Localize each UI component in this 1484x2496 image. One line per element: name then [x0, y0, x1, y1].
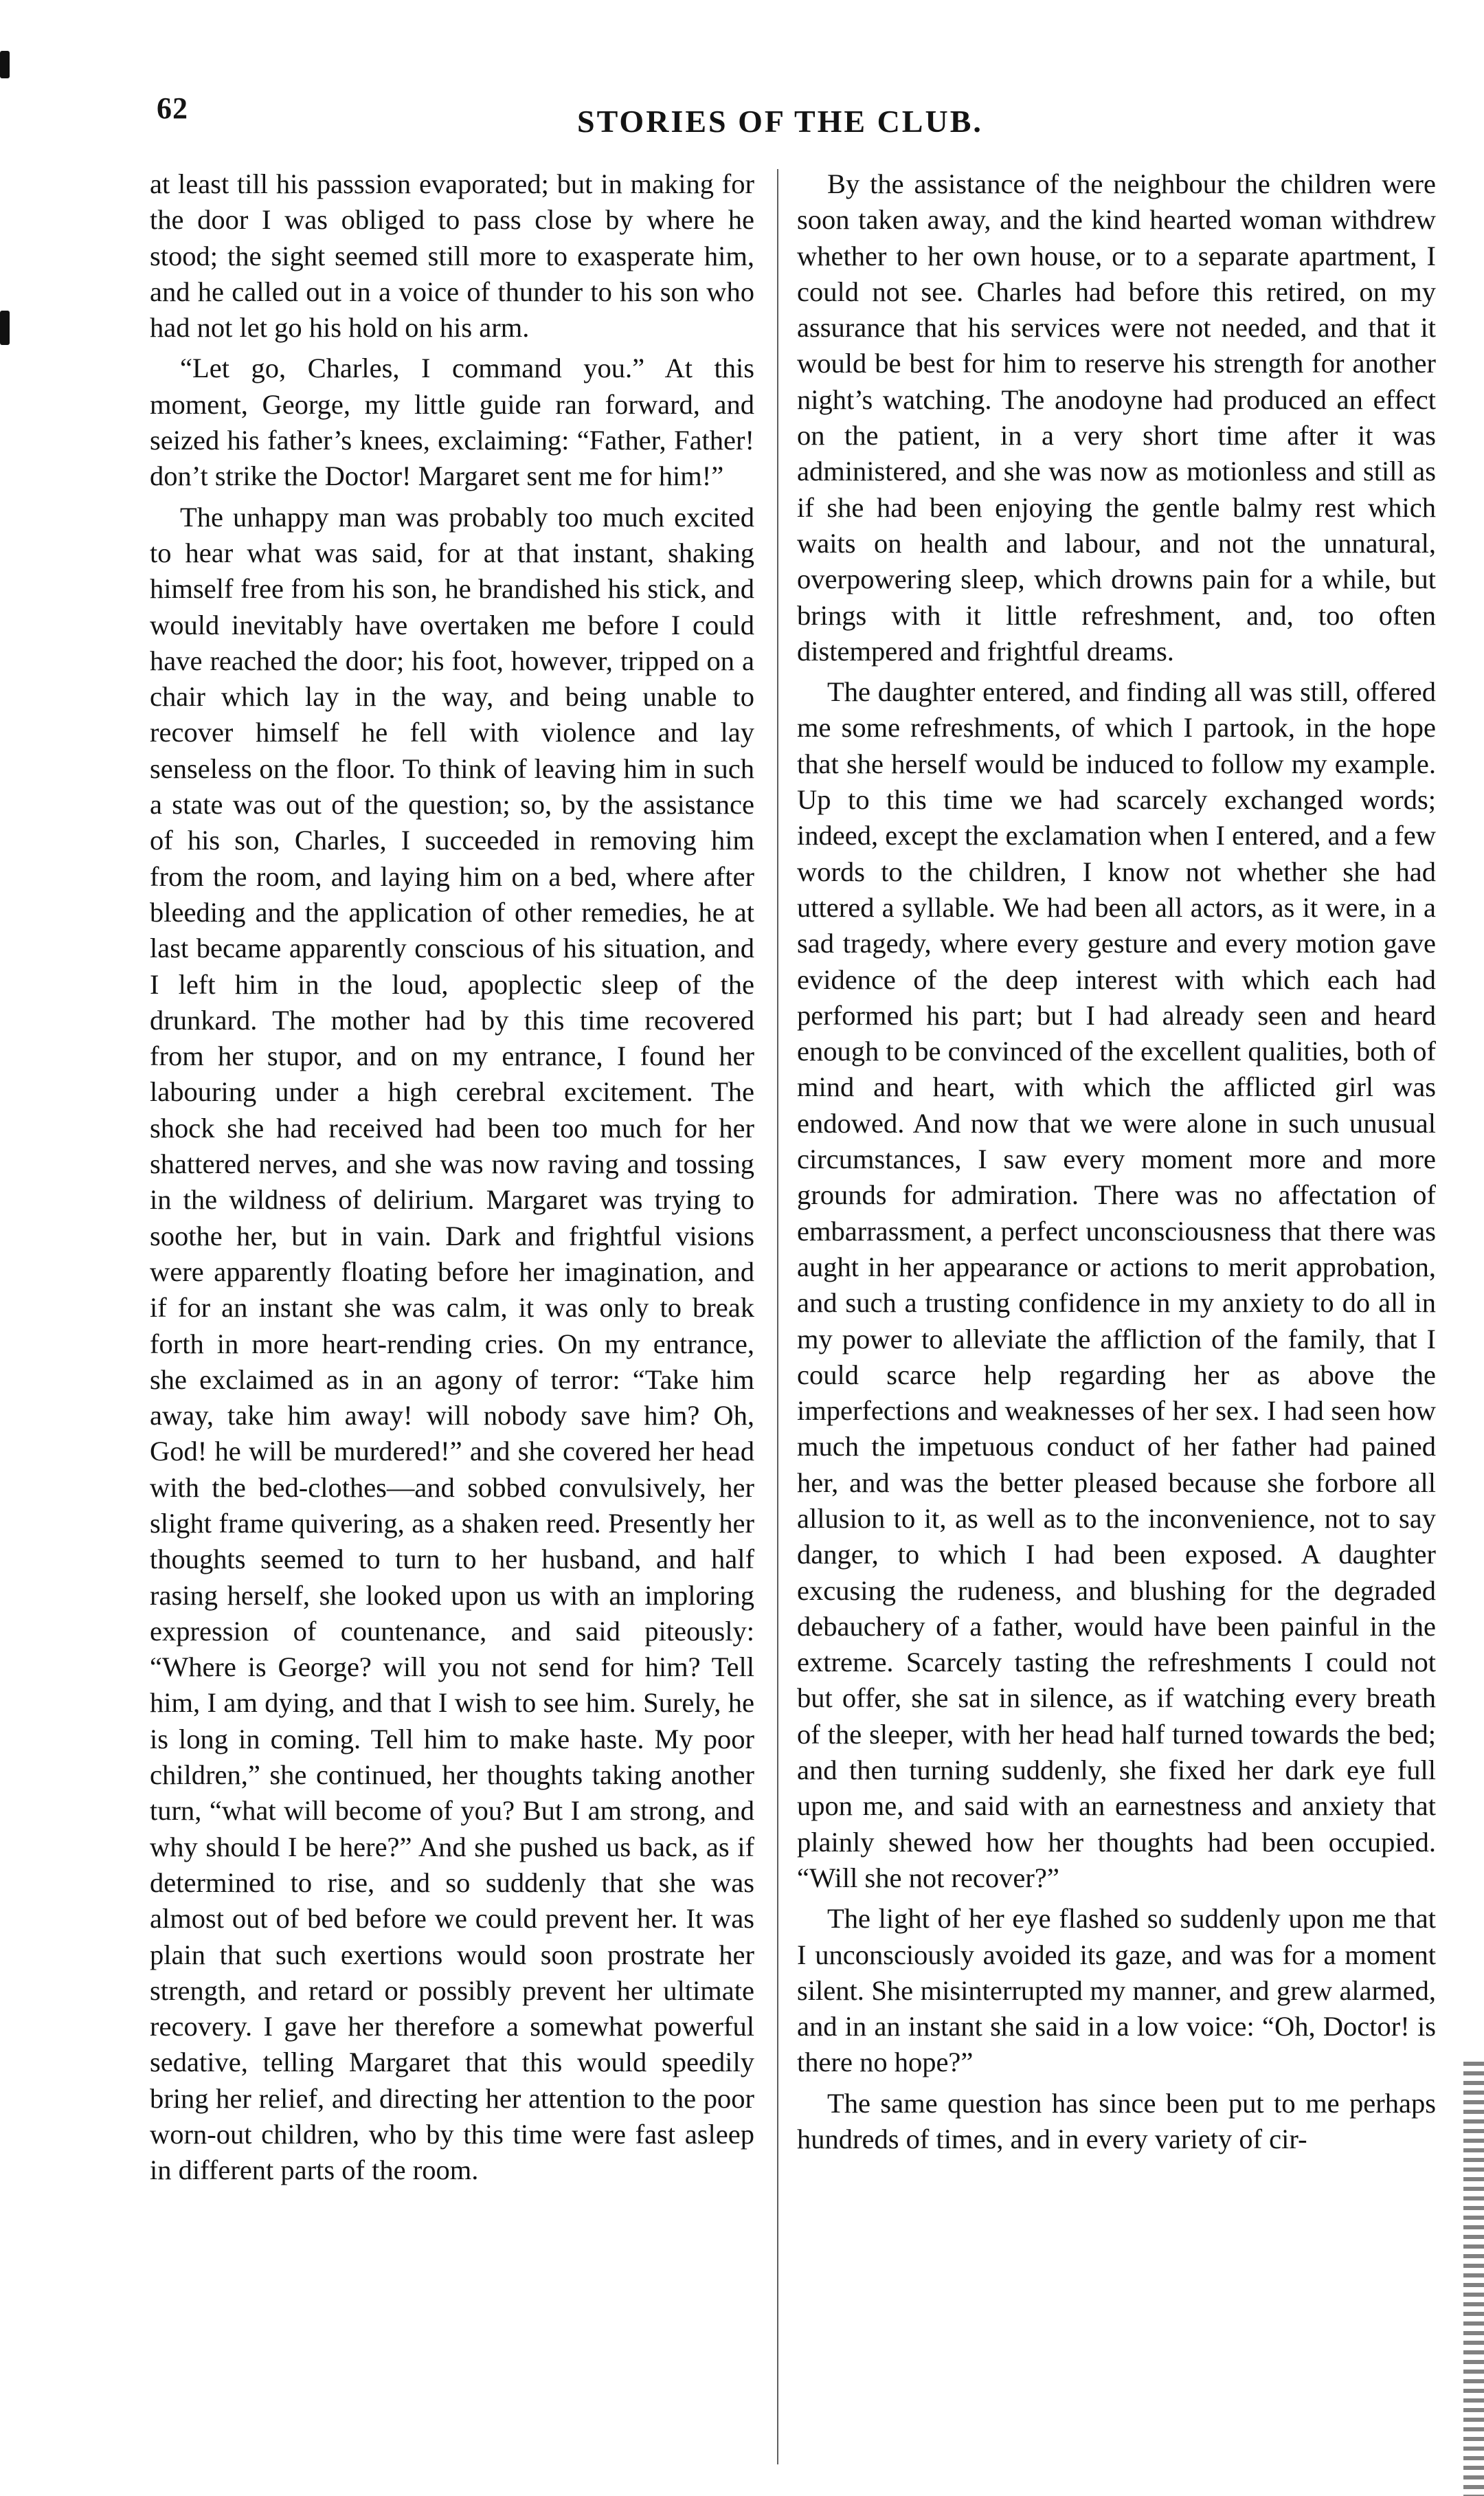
paragraph: By the assistance of the neighbour the children were soon taken away, and the kind hearted woman withdrew whether to her own house, or to a separate apartment, I could not see. Charles had before this retired, on my assurance that his services were not needed, and that it would be best for him to reserve his strength for another night’s watching. The anodoyne had produced an effect on the patient, in a very short time after it was administered, and she was now as motionless and still as if she had been enjoying the gentle balmy rest which waits on health and labour, and not the unnatural, overpowering sleep, which drowns pain for a while, but brings with it little refreshment, and, too often distempered and frightful dreams.: [797, 168, 1436, 667]
paragraph: The light of her eye flashed so suddenly upon me that I unconsciously avoided its gaze, and was for a moment silent. She misinterrupted my manner, and grew alarmed, and in an instant she said in a low voice: “Oh, Doctor! is there no hope?”: [797, 1903, 1436, 2078]
left-column: [150, 166, 754, 2189]
paragraph: The unhappy man was probably too much excited to hear what was said, for at that instant, shaking himself free from his son, he brandished his stick, and would inevitably have overtaken me before I could have reached the door; his foot, however, tripped on a chair which lay in the way, and being unable to recover himself he fell with violence and lay senseless on the floor. To think of leaving him in such a state was out of the question; so, by the assistance of his son, Charles, I succeeded in removing him from the room, and laying him on a bed, where after bleeding and the application of other remedies, he at last became apparently conscious of his situation, and I left him in the loud, apoplectic sleep of the drunkard. The mother had by this time recovered from her stupor, and on my entrance, I found her labouring under a high cerebral excitement. The shock she had received had been too much for her shattered nerves, and she was now raving and tossing in the wildness of delirium. Margaret was trying to soothe her, but in vain. Dark and frightful visions were apparently floating before her imagination, and if for an instant she was calm, it was only to break forth in more heart-rending cries. On my entrance, she exclaimed as in an agony of terror: “Take him away, take him away! will nobody save him? Oh, God! he will be murdered!” and she covered her head with the bed-clothes—and sobbed convulsively, her slight frame quivering, as a shaken reed. Presently her thoughts seemed to turn to her husband, and half rasing herself, she looked upon us with an imploring expression of countenance, and said piteously: “Where is George? will you not send for him? Tell him, I am dying, and that I wish to see him. Surely, he is long in coming. Tell him to make haste. My poor children,” she continued, her thoughts taking another turn, “what will become of you? But I am strong, and why should I be here?” And she pushed us back, as if determined to rise, and so suddenly that she was almost out of bed before we could prevent her. It was plain that such exertions would soon prostrate her strength, and retard or possibly prevent her ultimate recovery. I gave her therefore a somewhat powerful sedative, telling Margaret that this would speedily bring her relief, and directing her attention to the poor worn-out children, who by this time were fast asleep in different parts of the room.: [150, 501, 754, 2186]
paragraph: “Let go, Charles, I command you.” At this moment, George, my little guide ran forward, and seized his father’s knees, exclaiming: “Father, Father! don’t strike the Doctor! Margaret sent me for him!”: [150, 353, 754, 492]
scan-edge-shadow: [1463, 2062, 1484, 2496]
column-divider: [777, 169, 778, 2464]
paragraph: The same question has since been put to me perhaps hundreds of times, and in every variety of cir-: [797, 2087, 1436, 2155]
right-column: [797, 166, 1436, 2157]
scan-edge-mark: [0, 311, 10, 345]
running-head: STORIES OF THE CLUB.: [577, 104, 983, 139]
paragraph: at least till his passsion evaporated; but in making for the door I was obliged to pass close by where he stood; the sight seemed still more to exasperate him, and he called out in a voice of thunder to his son who had not let go his hold on his arm.: [150, 168, 754, 344]
paragraph: The daughter entered, and finding all was still, offered me some refreshments, of which I partook, in the hope that she herself would be induced to follow my example. Up to this time we had scarcely exchanged words; indeed, except the exclamation when I entered, and a few words to the children, I know not whether she had uttered a syllable. We had been all actors, as it were, in a sad tragedy, where every gesture and every motion gave evidence of the deep interest with which each had performed his part; but I had already seen and heard enough to be convinced of the excellent qualities, both of mind and heart, with which the afflicted girl was endowed. And now that we were alone in such unusual circumstances, I saw every moment more and more grounds for admiration. There was no affectation of embarrassment, a perfect unconsciousness that there was aught in her appearance or actions to merit approbation, and such a trusting confidence in my anxiety to do all in my power to alleviate the affliction of the family, that I could scarce help regarding her as above the imperfections and weaknesses of her sex. I had seen how much the impetuous conduct of her father had pained her, and was the better pleased because she forbore all allusion to it, as well as to the inconvenience, not to say danger, to which I had been exposed. A daughter excusing the rudeness, and blushing for the degraded debauchery of a father, would have been painful in the extreme. Scarcely tasting the refreshments I could not but offer, she sat in silence, as if watching every breath of the sleeper, with her head half turned towards the bed; and then turning suddenly, she fixed her dark eye full upon me, and said with an earnestness and anxiety that plainly shewed how her thoughts had been occupied. “Will she not recover?”: [797, 676, 1436, 1893]
scan-edge-mark: [0, 51, 10, 78]
page-number: 62: [157, 91, 188, 125]
